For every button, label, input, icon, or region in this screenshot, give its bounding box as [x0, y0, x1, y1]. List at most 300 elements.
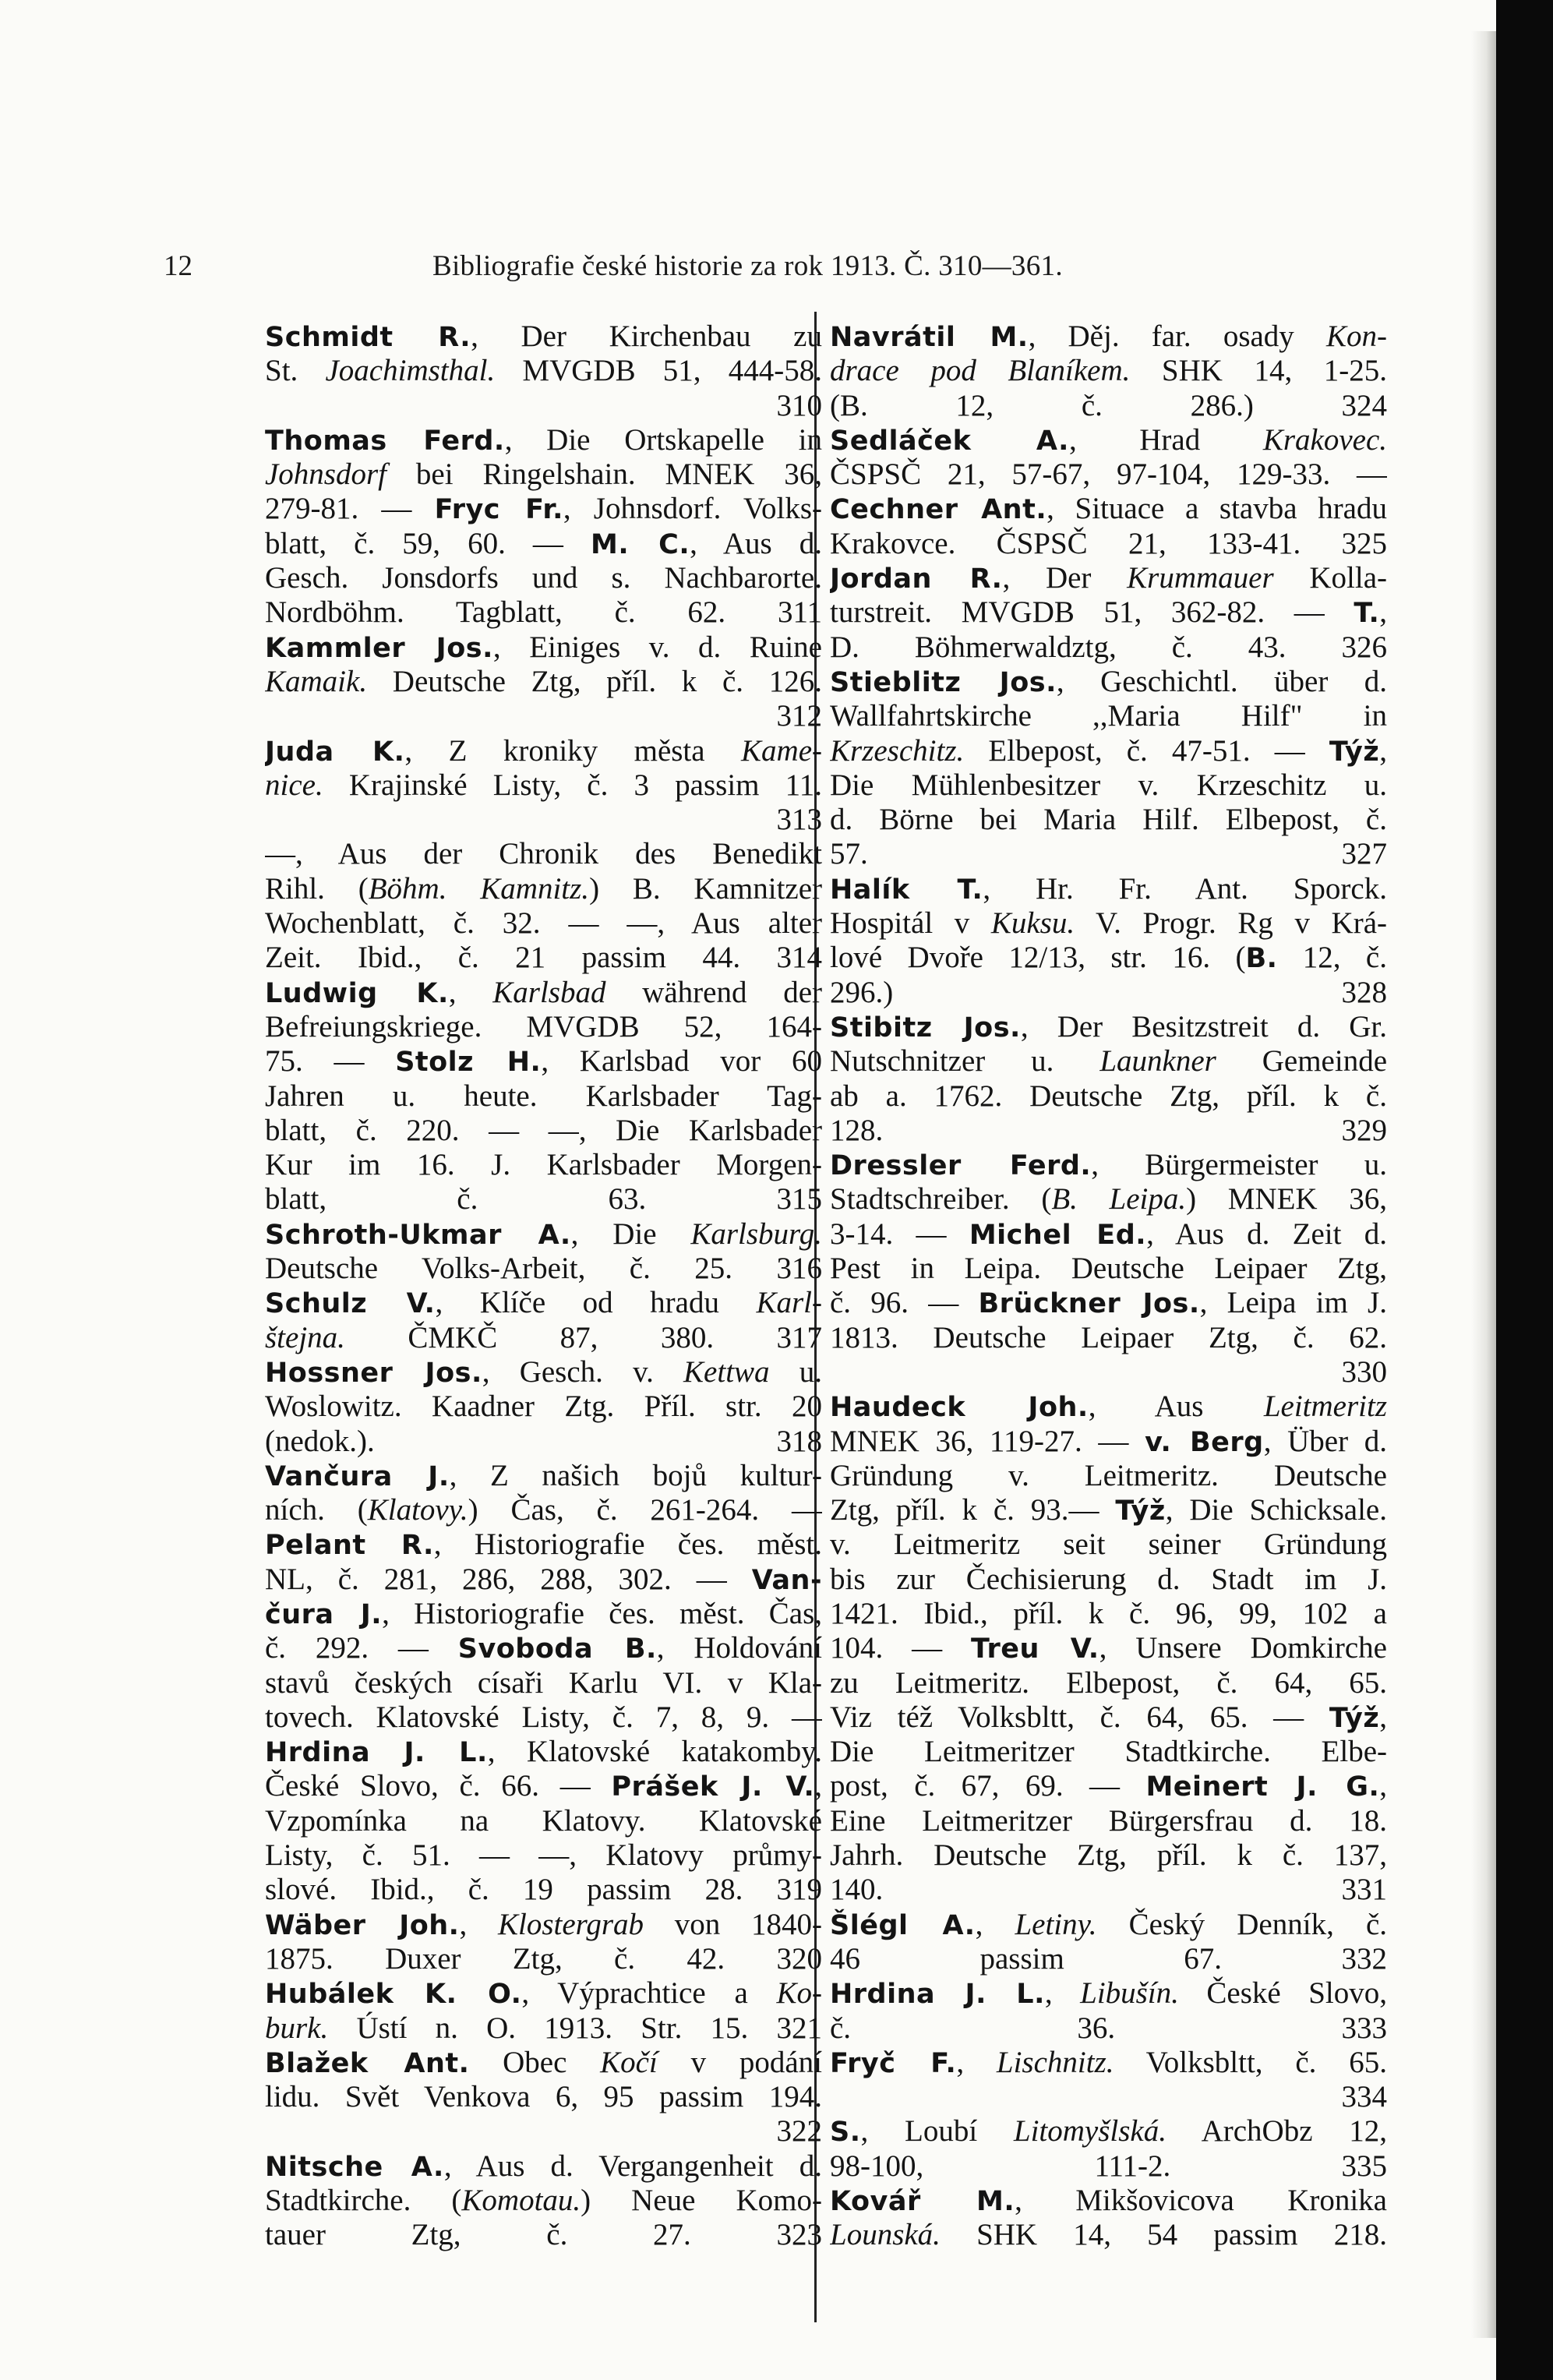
author-name: Schmidt R. — [265, 322, 471, 353]
right-column-line — [830, 941, 1387, 975]
author-name: Dressler Ferd. — [830, 1150, 1092, 1182]
entry-text: , Holdování — [656, 1631, 822, 1665]
entry-text: ab a. 1762. Deutsche Ztg, příl. k č. — [830, 1079, 1387, 1113]
left-column-line — [265, 1976, 822, 2011]
entry-text: D. Böhmerwaldztg, č. 43. 326 — [830, 630, 1387, 664]
left-column-line — [265, 1631, 822, 1665]
entry-text: Ústí n. O. 1913. Str. 15. 321 — [328, 2011, 822, 2045]
left-column-line — [265, 872, 822, 906]
entry-text: Zeit. Ibid., č. 21 passim 44. 314 — [265, 941, 822, 975]
entry-text: blatt, č. 63. 315 — [265, 1182, 822, 1216]
right-column-line — [830, 1908, 1387, 1942]
right-column-line — [830, 1321, 1387, 1355]
place-name: štejna. — [265, 1320, 345, 1354]
right-column-line — [830, 561, 1387, 595]
left-column-line — [265, 699, 822, 733]
entry-text: ) B. Kamnitzer — [589, 871, 822, 906]
entry-text: Deutsche Ztg, příl. k č. 126. — [367, 664, 822, 698]
author-name: Vančura J. — [265, 1460, 450, 1492]
right-column-line — [830, 1217, 1387, 1252]
left-column-line — [265, 1044, 822, 1079]
author-name: Brückner Jos. — [978, 1288, 1200, 1320]
entry-text: , Bürgermeister u. — [1091, 1148, 1387, 1182]
left-column-line — [265, 1286, 822, 1320]
left-column-line — [265, 423, 822, 457]
entry-text: , Loubí — [860, 2114, 1014, 2149]
author-name: Kammler Jos. — [265, 632, 493, 664]
entry-text: , Über d. — [1263, 1424, 1387, 1458]
entry-text: , — [1379, 1700, 1387, 1734]
place-name: Lischnitz. — [996, 2045, 1114, 2079]
entry-text: 313 — [776, 803, 822, 837]
left-column-line — [265, 1390, 822, 1424]
author-name: Treu V. — [970, 1633, 1099, 1665]
entry-text: post, č. 67, 69. — — [830, 1769, 1146, 1803]
right-column-line — [830, 354, 1387, 388]
left-column-line — [265, 1493, 822, 1527]
entry-text: stavů českých císaři Karlu VI. v Kla- — [265, 1665, 822, 1700]
right-column-line — [830, 1182, 1387, 1216]
right-column-line — [830, 2184, 1387, 2218]
entry-text: , Mikšovicova Kronika — [1015, 2184, 1387, 2218]
left-column-line — [265, 1769, 822, 1803]
place-name: Lounská. — [830, 2218, 941, 2252]
right-column-line — [830, 1976, 1387, 2011]
right-column-line — [830, 837, 1387, 871]
place-name: drace pod Blaníkem. — [830, 354, 1131, 388]
entry-text: (B. 12, č. 286.) 324 — [830, 388, 1387, 422]
author-name: Fryc Fr. — [434, 494, 563, 526]
entry-text: , Geschichtl. über d. — [1056, 664, 1387, 698]
left-column-line — [265, 1114, 822, 1148]
left-column-line — [265, 354, 822, 388]
entry-text: č. 292. — — [265, 1631, 458, 1665]
left-column-line — [265, 1873, 822, 1907]
left-column-line — [265, 976, 822, 1010]
entry-text: Krakovce. ČSPSČ 21, 133-41. 325 — [830, 526, 1387, 560]
place-name: Kuksu. — [990, 906, 1075, 941]
entry-text: České Slovo, č. 66. — — [265, 1769, 612, 1803]
author-name: Týž — [1329, 736, 1380, 768]
left-column-line — [265, 1838, 822, 1873]
entry-text: , Der Besitzstreit d. Gr. — [1020, 1009, 1387, 1043]
entry-text: , Die Ortskapelle in — [504, 422, 822, 457]
entry-text: ČSPSČ 21, 57-67, 97-104, 129-33. — — [830, 457, 1387, 492]
entry-text: 57. 327 — [830, 837, 1387, 871]
left-column-line — [265, 2218, 822, 2252]
right-column-line — [830, 734, 1387, 768]
entry-text: Kur im 16. J. Karlsbader Morgen- — [265, 1148, 822, 1182]
place-name: Kočí — [600, 2045, 658, 2079]
author-name: Kovář M. — [830, 2186, 1015, 2218]
entry-text: ČMKČ 87, 380. 317 — [344, 1320, 822, 1354]
entry-text: Hospitál v — [830, 906, 991, 941]
entry-text: , Unsere Domkirche — [1099, 1631, 1387, 1665]
place-name: Böhm. Kamnitz. — [368, 871, 590, 906]
left-column-line — [265, 561, 822, 595]
entry-text: , Gesch. v. — [482, 1354, 684, 1389]
entry-text: ních. ( — [265, 1493, 368, 1527]
author-name: Týž — [1329, 1702, 1380, 1734]
entry-text: (nedok.). 318 — [265, 1424, 822, 1458]
entry-text: , Z našich bojů kultur- — [449, 1458, 822, 1492]
right-column-line — [830, 1873, 1387, 1907]
place-name: Litomyšlská. — [1013, 2114, 1167, 2149]
right-column-line — [830, 1631, 1387, 1665]
right-column-line — [830, 1769, 1387, 1803]
entry-text: , Johnsdorf. Volks- — [563, 492, 822, 526]
entry-text: , Aus d. Vergangenheit d. — [443, 2149, 822, 2183]
right-column-line — [830, 595, 1387, 630]
entry-text: , Der — [1002, 561, 1128, 595]
page-edge-shadow — [1471, 31, 1496, 2338]
left-column-line — [265, 768, 822, 803]
left-column-line — [265, 2149, 822, 2184]
place-name: Leitmeritz — [1263, 1390, 1387, 1424]
author-name: Juda K. — [265, 736, 405, 768]
place-name: Kettwa — [683, 1354, 770, 1389]
entry-text: slové. Ibid., č. 19 passim 28. 319 — [265, 1873, 822, 1907]
entry-text: Listy, č. 51. — —, Klatovy průmy- — [265, 1838, 822, 1873]
place-name: Karl- — [756, 1286, 822, 1320]
entry-text: Nordböhm. Tagblatt, č. 62. 311 — [265, 595, 822, 630]
entry-text: , — [956, 2045, 997, 2079]
left-column-line — [265, 595, 822, 630]
entry-text: , Historiografie čes. měst. — [433, 1527, 822, 1562]
entry-text: Die Leitmeritzer Stadtkirche. Elbe- — [830, 1735, 1387, 1769]
place-name: Johnsdorf — [265, 457, 386, 492]
entry-text: v podání — [657, 2045, 822, 2079]
left-column-line — [265, 803, 822, 837]
author-name: Thomas Ferd. — [265, 425, 505, 457]
entry-text: ) Čas, č. 261-264. — — [468, 1493, 822, 1527]
place-name: Launkner — [1099, 1044, 1216, 1079]
right-column-line — [830, 768, 1387, 803]
left-column-line — [265, 1252, 822, 1286]
author-name: Blažek Ant. — [265, 2047, 470, 2079]
entry-text: , Hr. Fr. Ant. Sporck. — [983, 871, 1387, 906]
right-column-line — [830, 699, 1387, 733]
right-column-line — [830, 630, 1387, 665]
scan-border — [1496, 0, 1553, 2380]
entry-text: 75. — — [265, 1044, 396, 1079]
page-header — [164, 249, 1348, 296]
place-name: Klostergrab — [497, 1907, 644, 1941]
entry-text: Jahren u. heute. Karlsbader Tag- — [265, 1079, 822, 1113]
entry-text: Volksbltt, č. 65. — [1114, 2045, 1387, 2079]
entry-text: , Klatovské katakomby. — [487, 1735, 822, 1769]
left-column-line — [265, 320, 822, 354]
entry-text: während der — [605, 975, 822, 1009]
right-column-line — [830, 872, 1387, 906]
left-column-line — [265, 1942, 822, 1976]
place-name: Libušín. — [1080, 1976, 1179, 2011]
author-name: Ludwig K. — [265, 977, 449, 1009]
right-column-line — [830, 1942, 1387, 1976]
author-name: T. — [1354, 598, 1380, 630]
right-column-line — [830, 1804, 1387, 1838]
entry-text: blatt, č. 220. — —, Die Karlsbader — [265, 1113, 822, 1147]
author-name: Nitsche A. — [265, 2151, 444, 2183]
left-column-line — [265, 1700, 822, 1735]
place-name: Krzeschitz. — [830, 733, 965, 768]
entry-text: Woslowitz. Kaadner Ztg. Příl. str. 20 — [265, 1390, 822, 1424]
entry-text: —, Aus der Chronik des Benedikt — [265, 837, 822, 871]
author-name: Haudeck Joh. — [830, 1392, 1089, 1424]
left-column-line — [265, 2080, 822, 2114]
author-name: M. C. — [591, 528, 690, 560]
entry-text: , — [459, 1907, 498, 1941]
entry-text: , — [975, 1907, 1015, 1941]
right-column-line — [830, 2080, 1387, 2114]
entry-text: 1813. Deutsche Leipaer Ztg, č. 62. — [830, 1320, 1387, 1354]
left-column-line — [265, 1217, 822, 1252]
author-name: Cechner Ant. — [830, 494, 1047, 526]
place-name: Kon- — [1326, 320, 1387, 353]
entry-text: , Z kroniky města — [404, 733, 742, 768]
entry-text: tauer Ztg, č. 27. 323 — [265, 2218, 822, 2252]
right-column-line — [830, 1563, 1387, 1597]
place-name: Kamaik. — [265, 664, 368, 698]
left-column-line — [265, 2114, 822, 2149]
entry-text: České Slovo, — [1178, 1976, 1387, 2011]
entry-text: , Situace a stavba hradu — [1047, 492, 1387, 526]
entry-text: 12, č. — [1277, 941, 1387, 975]
right-column-line — [830, 1044, 1387, 1079]
entry-text: č. 36. 333 — [830, 2011, 1387, 2045]
entry-text: , — [814, 1769, 822, 1803]
entry-text: Elbepost, č. 47-51. — — [964, 733, 1329, 768]
entry-text: Rihl. ( — [265, 871, 369, 906]
entry-text: Krajinské Listy, č. 3 passim 11. — [323, 768, 822, 802]
author-name: Svoboda B. — [457, 1633, 657, 1665]
left-column-line — [265, 1079, 822, 1114]
place-name: Krummauer — [1127, 561, 1274, 595]
entry-text: 330 — [1341, 1354, 1387, 1389]
right-column — [830, 320, 1387, 2253]
place-name: Komotau. — [461, 2184, 581, 2218]
entry-text: 279-81. — — [265, 492, 435, 526]
entry-text: , Aus d. Zeit d. — [1146, 1216, 1387, 1251]
right-column-line — [830, 803, 1387, 837]
right-column-line — [830, 2114, 1387, 2149]
entry-text: Vzpomínka na Klatovy. Klatovské — [265, 1803, 822, 1838]
entry-text: , Historiografie čes. měst. Čas, — [382, 1596, 822, 1630]
left-column-line — [265, 1908, 822, 1942]
right-column-line — [830, 1390, 1387, 1424]
right-column-line — [830, 1425, 1387, 1459]
entry-text: Obec — [469, 2045, 601, 2079]
place-name: Letiny. — [1015, 1907, 1097, 1941]
right-column-line — [830, 2218, 1387, 2252]
entry-text: Kolla- — [1273, 561, 1387, 595]
author-name: Meinert J. G. — [1145, 1771, 1380, 1803]
entry-text: , Leipa im J. — [1199, 1286, 1387, 1320]
left-column-line — [265, 906, 822, 941]
running-title: Bibliografie české historie za rok 1913. Č. 310—361. — [432, 250, 1063, 282]
left-column-line — [265, 1010, 822, 1044]
entry-text: Pest in Leipa. Deutsche Leipaer Ztg, — [830, 1252, 1387, 1286]
left-column-line — [265, 1321, 822, 1355]
entry-text: , — [448, 975, 493, 1009]
author-name: v. Berg — [1145, 1426, 1264, 1458]
entry-text: Nutschnitzer u. — [830, 1044, 1100, 1079]
author-name: Pelant R. — [265, 1530, 434, 1562]
page-number: 12 — [164, 250, 192, 282]
author-name: Hrdina J. L. — [830, 1979, 1045, 2011]
right-column-line — [830, 1286, 1387, 1320]
entry-text: bei Ringelshain. MNEK 36, — [386, 457, 822, 492]
author-name: B. — [1245, 943, 1278, 975]
place-name: Kame- — [741, 733, 822, 768]
right-column-line — [830, 1010, 1387, 1044]
right-column-line — [830, 1735, 1387, 1769]
left-column-line — [265, 2046, 822, 2080]
left-column — [265, 320, 822, 2253]
entry-text: 1875. Duxer Ztg, č. 42. 320 — [265, 1941, 822, 1976]
entry-text: turstreit. MVGDB 51, 362-82. — — [830, 595, 1354, 630]
left-column-line — [265, 941, 822, 975]
left-column-line — [265, 1425, 822, 1459]
left-column-line — [265, 665, 822, 699]
right-column-line — [830, 1493, 1387, 1527]
entry-text: , — [1044, 1976, 1081, 2011]
right-column-line — [830, 1148, 1387, 1182]
entry-text: 312 — [776, 699, 822, 733]
author-name: Fryč F. — [830, 2047, 957, 2079]
entry-text: v. Leitmeritz seit seiner Gründung — [830, 1527, 1387, 1562]
entry-text: tovech. Klatovské Listy, č. 7, 8, 9. — — [265, 1700, 822, 1734]
entry-text: SHK 14, 1-25. — [1130, 354, 1387, 388]
left-column-line — [265, 1527, 822, 1562]
author-name: Prášek J. V. — [611, 1771, 815, 1803]
entry-text: 104. — — [830, 1631, 971, 1665]
entry-text: 140. 331 — [830, 1873, 1387, 1907]
left-column-line — [265, 389, 822, 423]
author-name: Hrdina J. L. — [265, 1737, 488, 1769]
entry-text: , Aus — [1088, 1390, 1264, 1424]
author-name: Šlégl A. — [830, 1909, 976, 1941]
entry-text: 98-100, 111-2. 335 — [830, 2149, 1387, 2183]
left-column-line — [265, 630, 822, 665]
right-column-line — [830, 320, 1387, 354]
entry-text: 3-14. — — [830, 1216, 969, 1251]
entry-text: lové Dvoře 12/13, str. 16. ( — [830, 941, 1246, 975]
entry-text: von 1840- — [644, 1907, 822, 1941]
right-column-line — [830, 1527, 1387, 1562]
entry-text: blatt, č. 59, 60. — — [265, 526, 591, 560]
place-name: Karlsburg. — [690, 1216, 822, 1251]
right-column-line — [830, 2011, 1387, 2046]
entry-text: , Der Kirchenbau zu — [471, 320, 822, 353]
author-name: Hubálek K. O. — [265, 1979, 522, 2011]
author-name: S. — [830, 2117, 861, 2149]
entry-text: , Karlsbad vor 60 — [541, 1044, 822, 1079]
place-name: Ko- — [776, 1976, 822, 2011]
entry-text: , Děj. far. osady — [1028, 320, 1326, 353]
entry-text: Gemeinde — [1216, 1044, 1387, 1079]
right-column-line — [830, 457, 1387, 492]
right-column-line — [830, 1597, 1387, 1631]
right-column-line — [830, 1079, 1387, 1114]
left-column-line — [265, 1804, 822, 1838]
right-column-line — [830, 906, 1387, 941]
left-column-line — [265, 2184, 822, 2218]
entry-text: , Einiges v. d. Ruine — [492, 630, 822, 664]
entry-text: , — [1379, 733, 1387, 768]
entry-text: ArchObz 12, — [1166, 2114, 1387, 2149]
entry-text: Stadtkirche. ( — [265, 2184, 462, 2218]
left-column-line — [265, 1182, 822, 1216]
left-column-line — [265, 457, 822, 492]
author-name: Jordan R. — [830, 563, 1003, 595]
author-name: Schulz V. — [265, 1288, 436, 1320]
left-column-line — [265, 734, 822, 768]
left-column-line — [265, 1148, 822, 1182]
entry-text: č. 96. — — [830, 1286, 979, 1320]
entry-text: , Die Schicksale. — [1165, 1493, 1387, 1527]
author-name: Halík T. — [830, 874, 983, 906]
left-column-line — [265, 1459, 822, 1493]
entry-text: St. — [265, 354, 326, 388]
right-column-line — [830, 1666, 1387, 1700]
entry-text: , Hrad — [1068, 422, 1263, 457]
right-column-line — [830, 665, 1387, 699]
right-column-line — [830, 527, 1387, 561]
entry-text: bis zur Čechisierung d. Stadt im J. — [830, 1562, 1387, 1596]
place-name: Joachimsthal. — [325, 354, 496, 388]
entry-text: ) Neue Komo- — [581, 2184, 822, 2218]
author-name: Michel Ed. — [969, 1219, 1147, 1251]
left-column-line — [265, 1597, 822, 1631]
author-name: čura J. — [265, 1598, 383, 1630]
author-name: Stibitz Jos. — [830, 1012, 1021, 1043]
entry-text: , Aus d. — [690, 526, 822, 560]
place-name: nice. — [265, 768, 323, 802]
right-column-line — [830, 976, 1387, 1010]
author-name: Navrátil M. — [830, 322, 1029, 353]
place-name: B. Leipa. — [1051, 1182, 1187, 1216]
left-column-line — [265, 1355, 822, 1390]
entry-text: 1421. Ibid., příl. k č. 96, 99, 102 a — [830, 1596, 1387, 1630]
left-column-line — [265, 527, 822, 561]
place-name: Karlsbad — [492, 975, 606, 1009]
left-column-line — [265, 1666, 822, 1700]
entry-text: NL, č. 281, 286, 288, 302. — — [265, 1562, 752, 1596]
right-column-line — [830, 492, 1387, 526]
entry-text: ) MNEK 36, — [1186, 1182, 1387, 1216]
entry-text: 296.) 328 — [830, 975, 1387, 1009]
right-column-line — [830, 2046, 1387, 2080]
entry-text: Jahrh. Deutsche Ztg, příl. k č. 137, — [830, 1838, 1387, 1873]
left-column-line — [265, 1735, 822, 1769]
right-column-line — [830, 1252, 1387, 1286]
right-column-line — [830, 1838, 1387, 1873]
entry-text: Viz též Volksbltt, č. 64, 65. — — [830, 1700, 1329, 1734]
right-column-line — [830, 1459, 1387, 1493]
entry-text: Befreiungskriege. MVGDB 52, 164- — [265, 1009, 822, 1043]
author-name: Týž — [1115, 1495, 1166, 1527]
place-name: burk. — [265, 2011, 329, 2045]
entry-text: d. Börne bei Maria Hilf. Elbepost, č. — [830, 803, 1387, 837]
entry-text: u. — [769, 1354, 822, 1389]
left-column-line — [265, 2011, 822, 2046]
entry-text: Deutsche Volks-Arbeit, č. 25. 316 — [265, 1252, 822, 1286]
entry-text: Die Mühlenbesitzer v. Krzeschitz u. — [830, 768, 1387, 802]
entry-text: , Výprachtice a — [521, 1976, 777, 2011]
entry-text: Český Denník, č. — [1096, 1907, 1387, 1941]
author-name: Stolz H. — [395, 1047, 542, 1079]
